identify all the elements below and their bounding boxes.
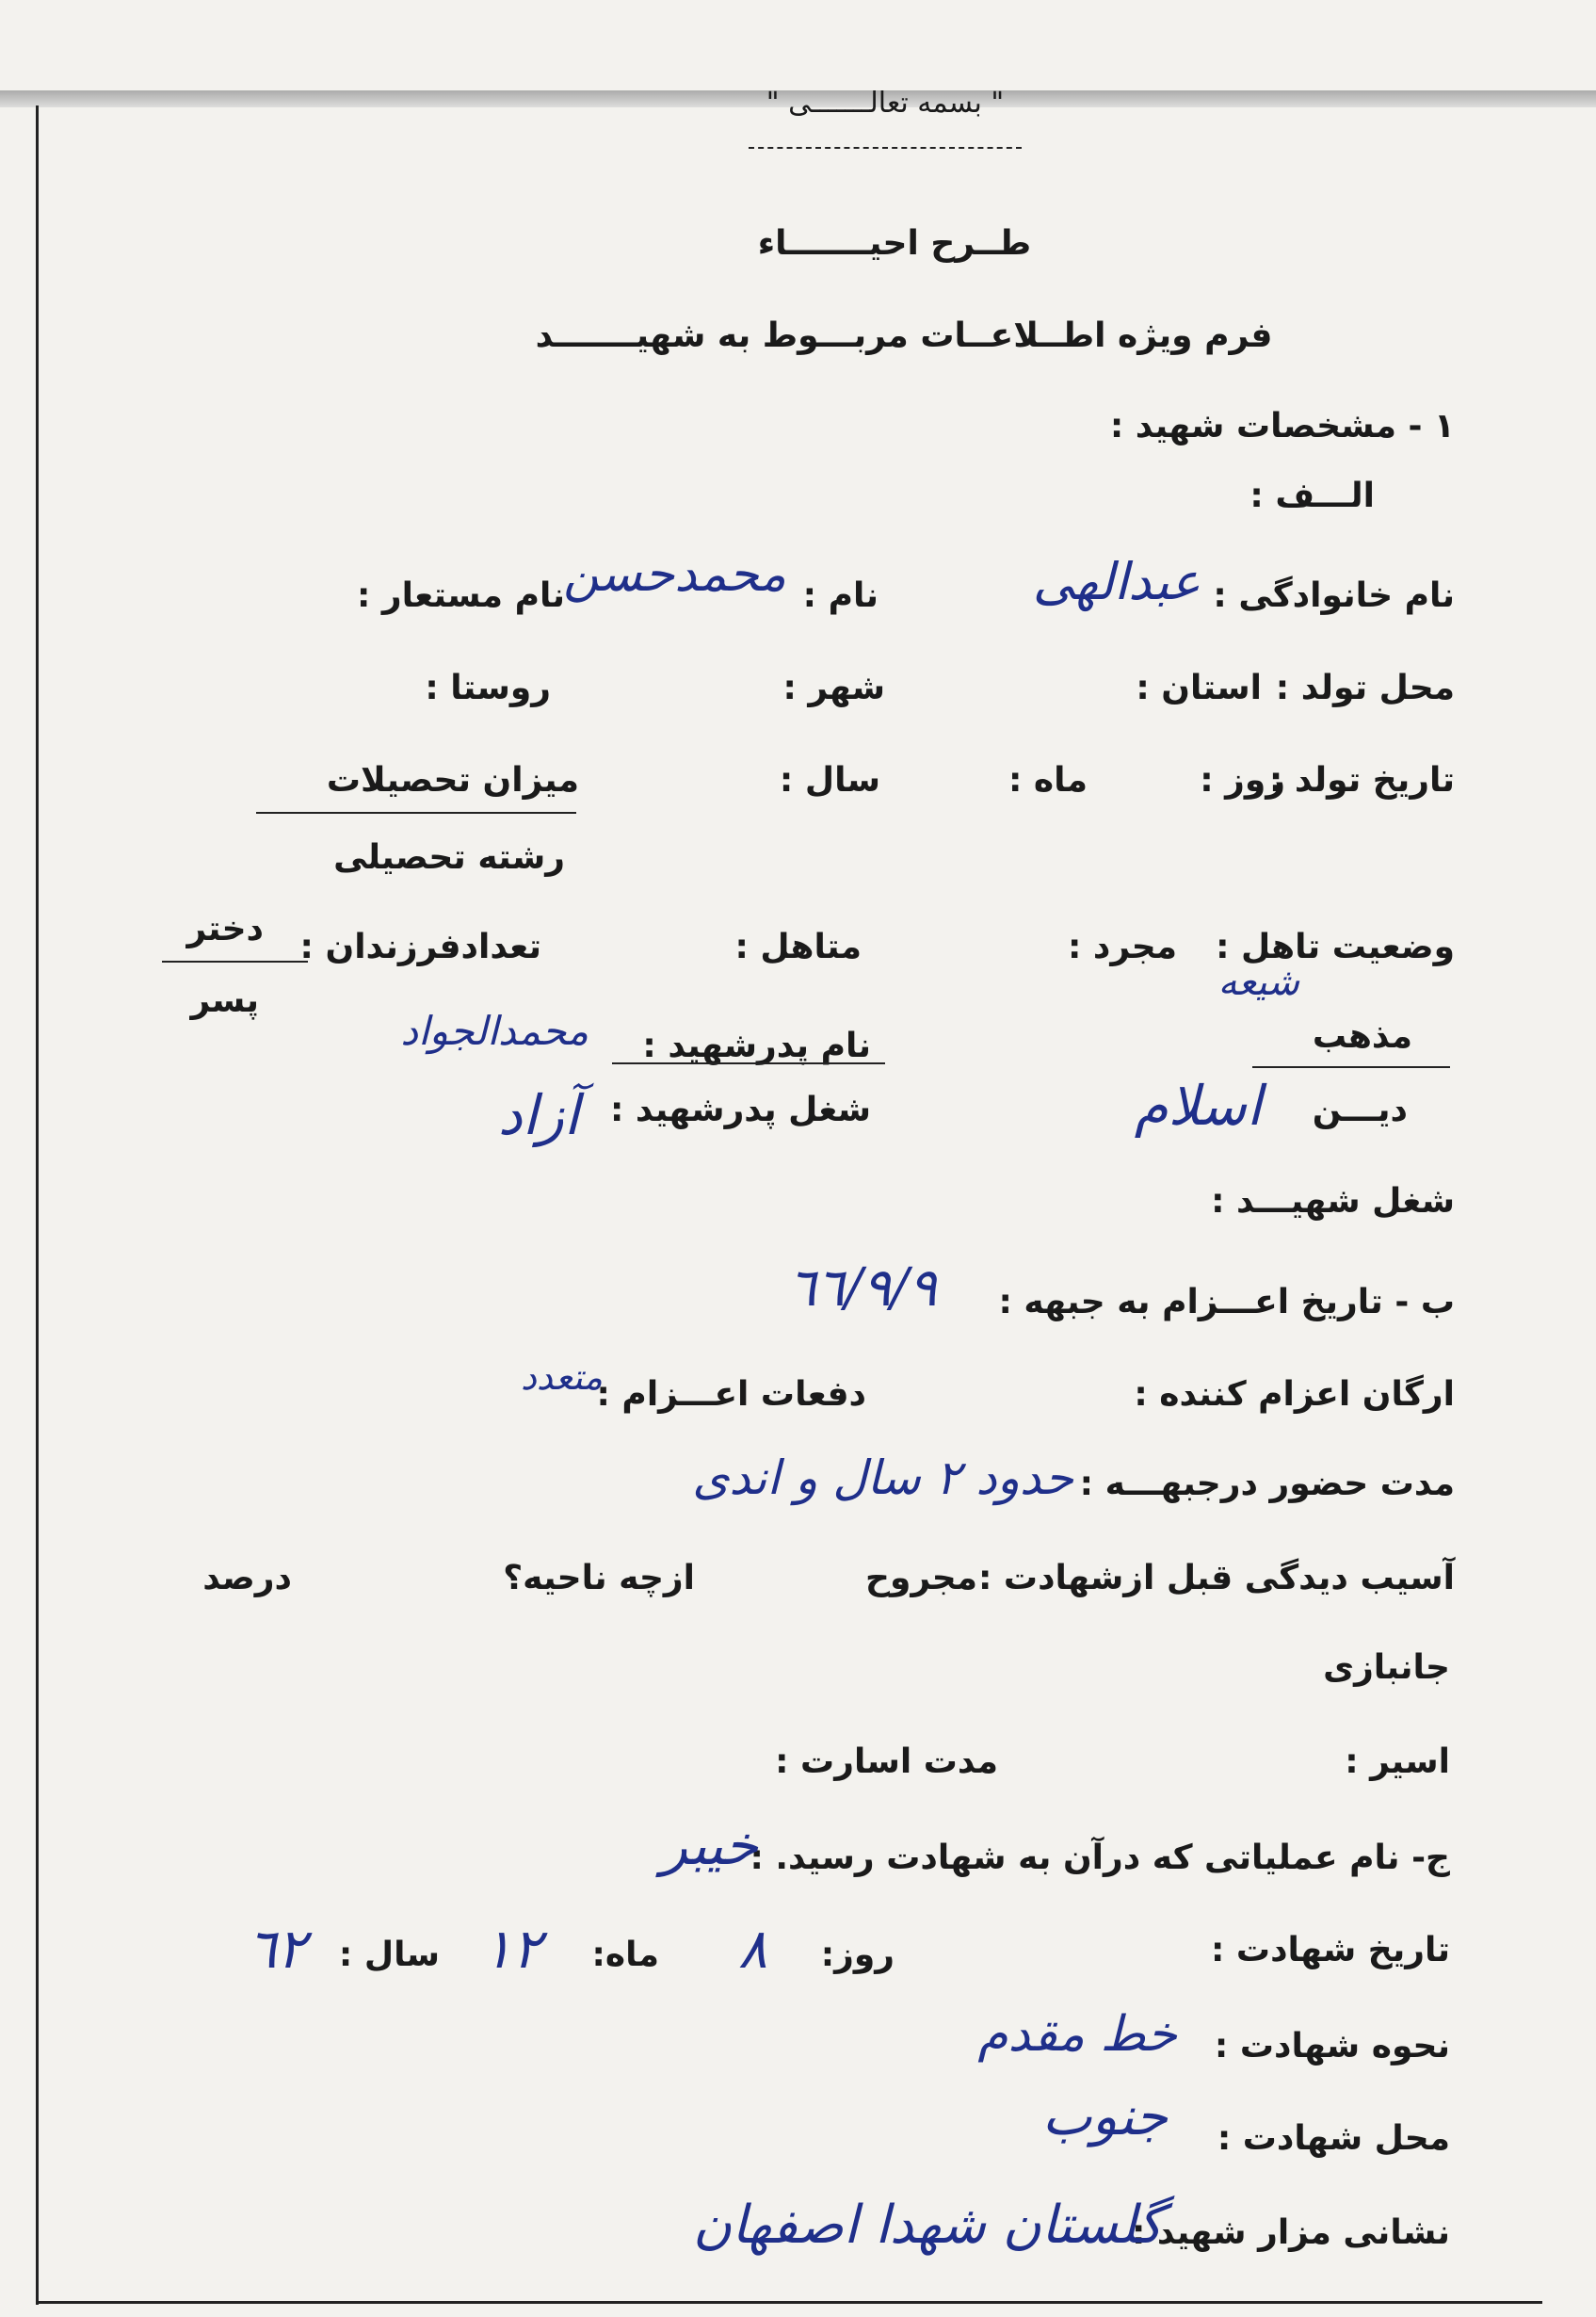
father-name-underline (612, 1062, 885, 1064)
father-name-value: محمدالجواد (400, 1008, 588, 1054)
martyrdom-day-value: ٨ (737, 1917, 767, 1981)
city-label: شهر : (782, 669, 885, 707)
grave-address-label: نشانی مزار شهيد : (1131, 2213, 1450, 2252)
father-name-label: نام پدرشهيد : (642, 1027, 871, 1065)
martyr-job-label: شغل شهيـــد : (1211, 1182, 1455, 1221)
children-count-label: تعدادفرزندان : (299, 928, 541, 966)
front-duration-value: حدود ۲ سال و اندی (692, 1450, 1073, 1505)
which-area-label: ازچه ناحيه؟ (503, 1559, 695, 1597)
village-label: روستا : (425, 669, 551, 707)
veteran-label: جانبازی (1323, 1648, 1450, 1687)
married-label: متاهل : (734, 928, 862, 966)
daughters-label: دختر (186, 910, 264, 948)
dispatch-count-label: دفعات اعـــزام : (596, 1375, 866, 1414)
bismillah-heading: " بسمه تعالـــــــى " (766, 87, 1005, 120)
field-of-study-label: رشته تحصيلی (333, 838, 565, 877)
operation-name-label: ج- نام عملياتی كه درآن به شهادت رسيد. : (750, 1839, 1450, 1877)
education-underline (256, 812, 576, 814)
dispatching-org-label: ارگان اعزام كننده : (1134, 1375, 1455, 1414)
religion-label: ديـــن (1312, 1091, 1408, 1129)
wounded-label: مجروح (865, 1559, 977, 1597)
father-job-label: شغل پدرشهيد : (609, 1091, 871, 1129)
dispatch-count-value: متعدد (520, 1356, 603, 1398)
alias-label: نام مستعار : (356, 576, 565, 615)
birthplace-label: محل تولد : (1275, 669, 1455, 707)
martyrdom-year-label: سال : (338, 1936, 440, 1974)
sons-label: پسر (190, 981, 259, 1020)
family-name-value: عبدالهی (1032, 552, 1201, 611)
martyrdom-date-label: تاريخ شهادت : (1210, 1931, 1450, 1969)
martyrdom-place-label: محل شهادت : (1217, 2119, 1450, 2158)
captive-label: اسير : (1345, 1742, 1450, 1781)
form-border-bottom (36, 2301, 1542, 2304)
children-divider (162, 961, 308, 963)
project-title: طــرح احيـــــــاء (757, 224, 1032, 263)
birthdate-year-label: سال : (779, 761, 880, 800)
front-duration-label: مدت حضور درجبهـــه : (1079, 1465, 1455, 1503)
sub-a-label: الـــف : (1249, 477, 1375, 515)
martyrdom-month-label: ماه: (591, 1936, 659, 1974)
single-label: مجرد : (1067, 928, 1177, 966)
form-title: فرم ویژه اطــلاعــات مربـــوط به شهيـــــــد (535, 316, 1273, 355)
birthdate-label: تاريخ تولد : (1268, 761, 1455, 800)
form-border-left (36, 105, 39, 2305)
martyrdom-manner-value: خط مقدم (977, 2006, 1177, 2063)
province-label: استان : (1136, 669, 1262, 707)
birthdate-day-label: روز : (1200, 761, 1285, 800)
martyrdom-day-label: روز: (820, 1936, 895, 1974)
injury-before-martyrdom-label: آسيب ديدگی قبل ازشهادت : (977, 1559, 1455, 1597)
martyrdom-manner-label: نحوه شهادت : (1214, 2027, 1450, 2066)
marital-status-label: وضعيت تاهل : (1216, 928, 1455, 966)
birthdate-month-label: ماه : (1008, 761, 1088, 800)
father-job-value: آزاد (497, 1083, 579, 1147)
grave-address-value: گلستان شهدا اصفهان (693, 2195, 1163, 2256)
first-name-value: محمدحسن (563, 546, 786, 603)
captivity-duration-label: مدت اسارت : (775, 1742, 998, 1781)
dispatch-date-value: ٦٦/٩/٩ (787, 1257, 937, 1319)
dispatch-date-label: ب - تاريخ اعـــزام به جبهه : (998, 1283, 1455, 1321)
martyrdom-month-value: ١٢ (482, 1917, 541, 1981)
first-name-label: نام : (802, 576, 879, 615)
operation-name-value: خیبر (661, 1813, 758, 1877)
sect-value: شیعه (1217, 961, 1299, 1004)
sect-label: مذهب (1312, 1017, 1412, 1056)
sect-underline (1252, 1066, 1450, 1068)
martyrdom-year-value: ٦٢ (247, 1917, 306, 1981)
family-name-label: نام خانوادگی : (1213, 576, 1455, 615)
religion-value: اسلام (1134, 1074, 1262, 1138)
percent-label: درصد (202, 1559, 292, 1597)
education-label: ميزان تحصيلات (326, 761, 579, 800)
martyrdom-place-value: جنوب (1041, 2086, 1168, 2147)
section1-heading: ١ - مشخصات شهيد : (1109, 407, 1455, 446)
heading-divider (749, 147, 1022, 149)
